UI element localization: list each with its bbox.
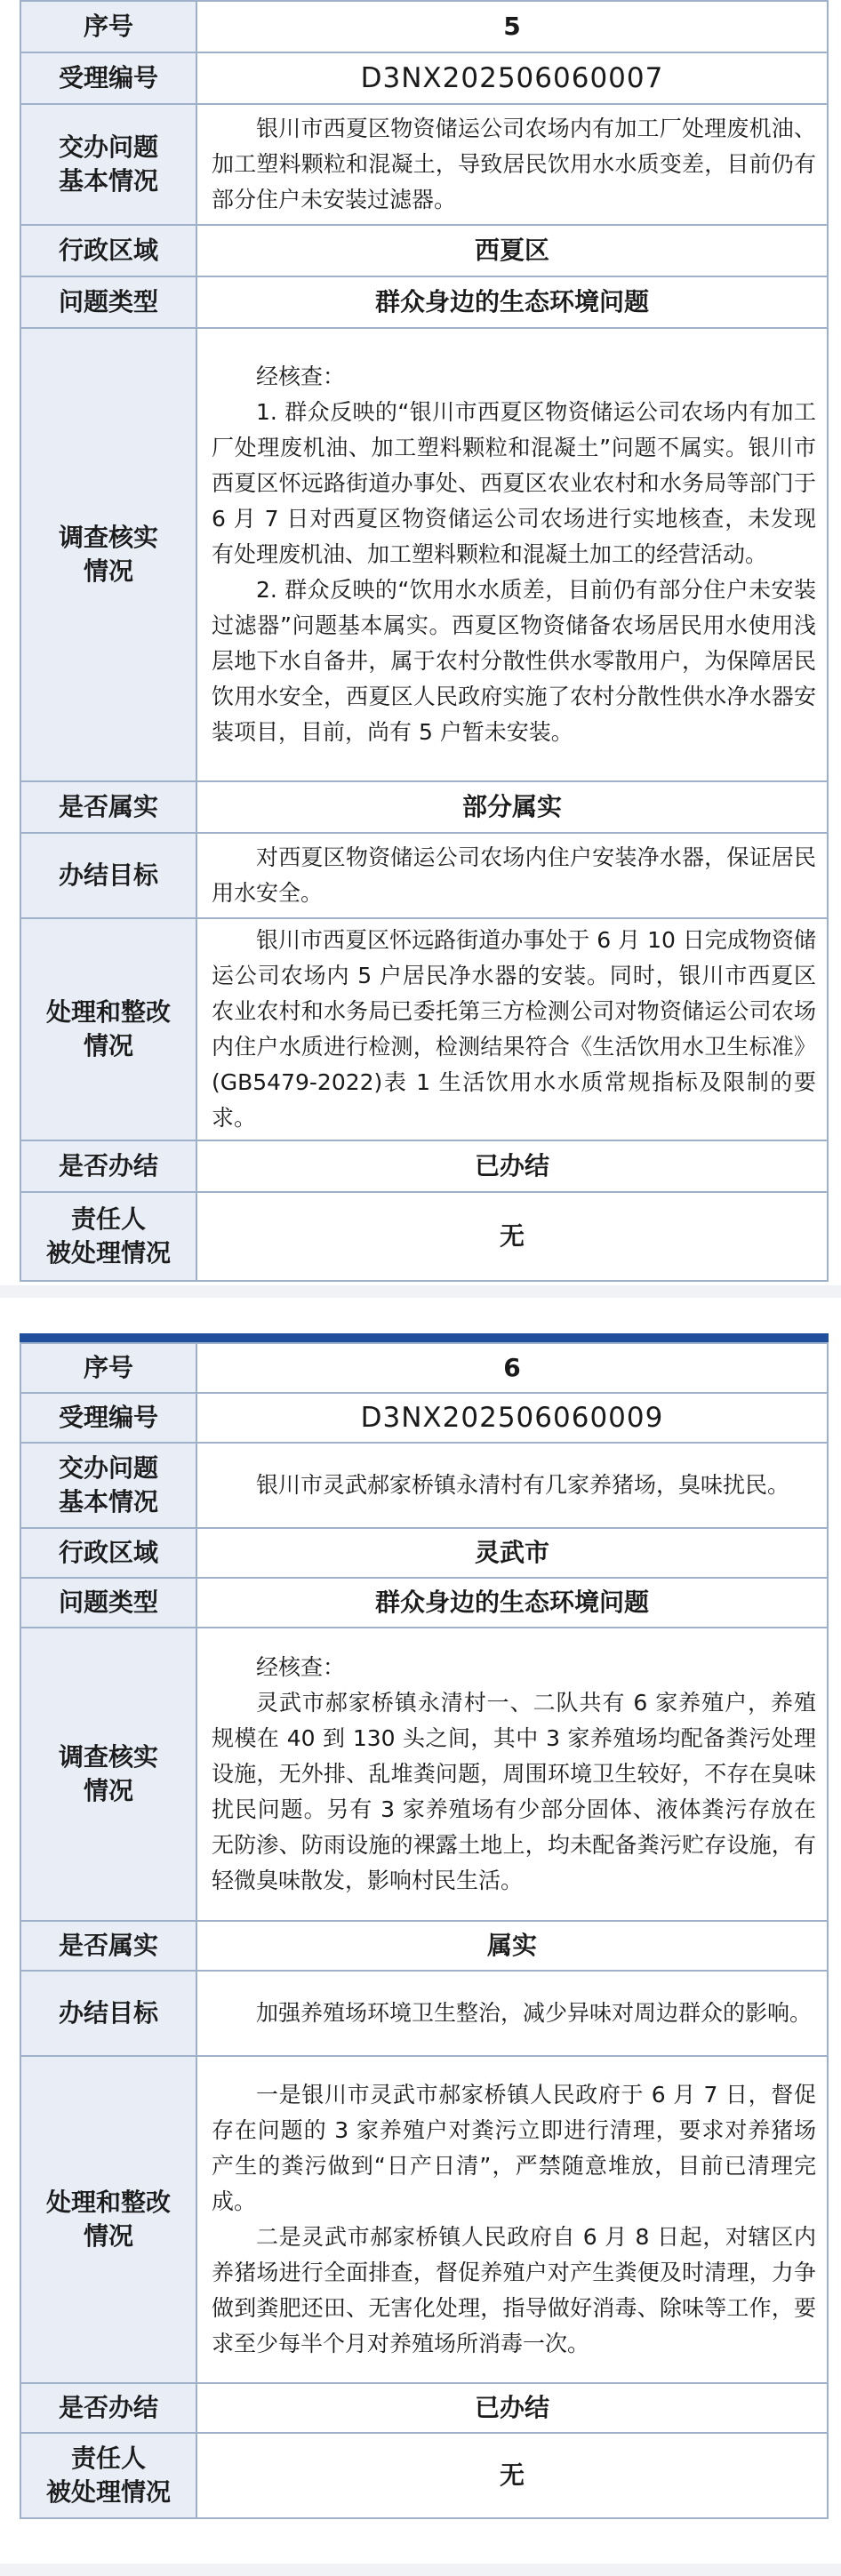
seq-label: 序号 <box>20 1343 196 1393</box>
issue-label-text: 交办问题 基本情况 <box>58 132 158 196</box>
area-value: 西夏区 <box>196 225 828 276</box>
accountability-label <box>20 1192 196 1281</box>
goal-label: 办结目标 <box>20 833 196 918</box>
issue-value <box>196 104 828 225</box>
investigation-label <box>20 328 196 781</box>
investigation-para-2: 灵武市郝家桥镇永清村一、二队共有 6 家养殖户，养殖规模在 40 到 130 头之间，其中 3 家养殖场均配备粪污处理设施，无外排、乱堆粪问题，周围环境卫生较好，不存在臭味扰民问题。另有 3 家养殖场有少部分固体、液体粪污存放在无防渗、防雨设施的裸露土地上，均未配备粪污贮存设施，有轻微臭味散发，影响村民生活。 <box>212 1690 816 1893</box>
type-label: 问题类型 <box>20 1578 196 1628</box>
closed-label: 是否办结 <box>20 1140 196 1192</box>
id-value: D3NX202506060009 <box>196 1393 828 1443</box>
issue-label <box>20 1443 196 1528</box>
closed-value: 已办结 <box>196 1140 828 1192</box>
investigation-para-3: 2. 群众反映的“饮用水水质差，目前仍有部分住户未安装过滤器”问题基本属实。西夏区物资储备农场居民用水使用浅层地下水自备井，属于农村分散性供水零散用户，为保障居民饮用水安全，西夏区人民政府实施了农村分散性供水净水器安装项目，目前，尚有 5 户暂未安装。 <box>212 577 816 745</box>
seq-value: 5 <box>196 1 828 52</box>
type-label: 问题类型 <box>20 276 196 328</box>
type-value: 群众身边的生态环境问题 <box>196 1578 828 1628</box>
id-label: 受理编号 <box>20 52 196 104</box>
area-value: 灵武市 <box>196 1528 828 1578</box>
investigation-value <box>196 1628 828 1921</box>
accountability-value: 无 <box>196 1192 828 1281</box>
case-card-5 <box>20 0 829 1282</box>
goal-value <box>196 833 828 918</box>
investigation-para-2: 1. 群众反映的“银川市西夏区物资储运公司农场内有加工厂处理废机油、加工塑料颗粒和混凝土”问题不属实。银川市西夏区怀远路街道办事处、西夏区农业农村和水务局等部门于 6 月 7 日对西夏区物资储运公司农场进行实地核查，未发现有处理废机油、加工塑料颗粒和混凝土加工的经营活动。 <box>212 399 816 567</box>
closed-value: 已办结 <box>196 2383 828 2433</box>
area-label: 行政区域 <box>20 225 196 276</box>
rectify-para-1: 银川市西夏区怀远路街道办事处于 6 月 10 日完成物资储运公司农场内 5 户居民净水器的安装。同时，银川市西夏区农业农村和水务局已委托第三方检测公司对物资储运公司农场内住户水质进行检测，检测结果符合《生活饮用水卫生标准》(GB5479-2022)表 1 生活饮用水水质常规指标及限制的要求。 <box>212 927 816 1131</box>
id-label: 受理编号 <box>20 1393 196 1443</box>
accountability-label-text: 责任人 被处理情况 <box>45 2444 171 2507</box>
issue-label-text: 交办问题 基本情况 <box>58 1453 158 1516</box>
card-separator <box>0 1285 841 1298</box>
verified-value: 部分属实 <box>196 781 828 833</box>
rectify-value <box>196 2056 828 2383</box>
investigation-label <box>20 1628 196 1921</box>
goal-text: 对西夏区物资储运公司农场内住户安装净水器，保证居民用水安全。 <box>212 844 816 906</box>
case-card-6 <box>20 1333 829 2519</box>
rectify-label <box>20 918 196 1140</box>
area-label: 行政区域 <box>20 1528 196 1578</box>
goal-value <box>196 1971 828 2056</box>
rectify-para-1: 一是银川市灵武市郝家桥镇人民政府于 6 月 7 日，督促存在问题的 3 家养殖户对粪污立即进行清理，要求对养猪场产生的粪污做到“日产日清”，严禁随意堆放，目前已清理完成。 <box>212 2082 816 2214</box>
verified-value: 属实 <box>196 1921 828 1971</box>
accountability-label-text: 责任人 被处理情况 <box>45 1204 171 1268</box>
rectify-label <box>20 2056 196 2383</box>
closed-label: 是否办结 <box>20 2383 196 2433</box>
accountability-value: 无 <box>196 2433 828 2518</box>
issue-text: 银川市灵武郝家桥镇永清村有几家养猪场，臭味扰民。 <box>256 1472 790 1498</box>
rectify-para-2: 二是灵武市郝家桥镇人民政府自 6 月 8 日起，对辖区内养猪场进行全面排查，督促养殖户对产生粪便及时清理，力争做到粪肥还田、无害化处理，指导做好消毒、除味等工作，要求至少每半个月对养殖场所消毒一次。 <box>212 2224 816 2356</box>
issue-label <box>20 104 196 225</box>
rectify-value <box>196 918 828 1140</box>
id-value: D3NX202506060007 <box>196 52 828 104</box>
issue-value <box>196 1443 828 1528</box>
goal-text: 加强养殖场环境卫生整治，减少异味对周边群众的影响。 <box>256 2000 813 2026</box>
investigation-label-text: 调查核实 情况 <box>58 523 158 586</box>
goal-label: 办结目标 <box>20 1971 196 2056</box>
issue-text: 银川市西夏区物资储运公司农场内有加工厂处理废机油、加工塑料颗粒和混凝土，导致居民饮用水水质变差，目前仍有部分住户未安装过滤器。 <box>212 116 816 212</box>
type-value: 群众身边的生态环境问题 <box>196 276 828 328</box>
investigation-value <box>196 328 828 781</box>
case-table-6 <box>20 1342 829 2519</box>
seq-label: 序号 <box>20 1 196 52</box>
verified-label: 是否属实 <box>20 781 196 833</box>
seq-value: 6 <box>196 1343 828 1393</box>
accountability-label <box>20 2433 196 2518</box>
rectify-label-text: 处理和整改 情况 <box>45 2188 171 2251</box>
case-table-5 <box>20 0 829 1282</box>
verified-label: 是否属实 <box>20 1921 196 1971</box>
investigation-para-1: 经核查： <box>256 364 346 389</box>
card-top-bar <box>20 1333 829 1342</box>
investigation-para-1: 经核查： <box>256 1654 346 1680</box>
investigation-label-text: 调查核实 情况 <box>58 1742 158 1805</box>
rectify-label-text: 处理和整改 情况 <box>45 997 171 1060</box>
page-bottom-strip <box>0 2564 841 2576</box>
